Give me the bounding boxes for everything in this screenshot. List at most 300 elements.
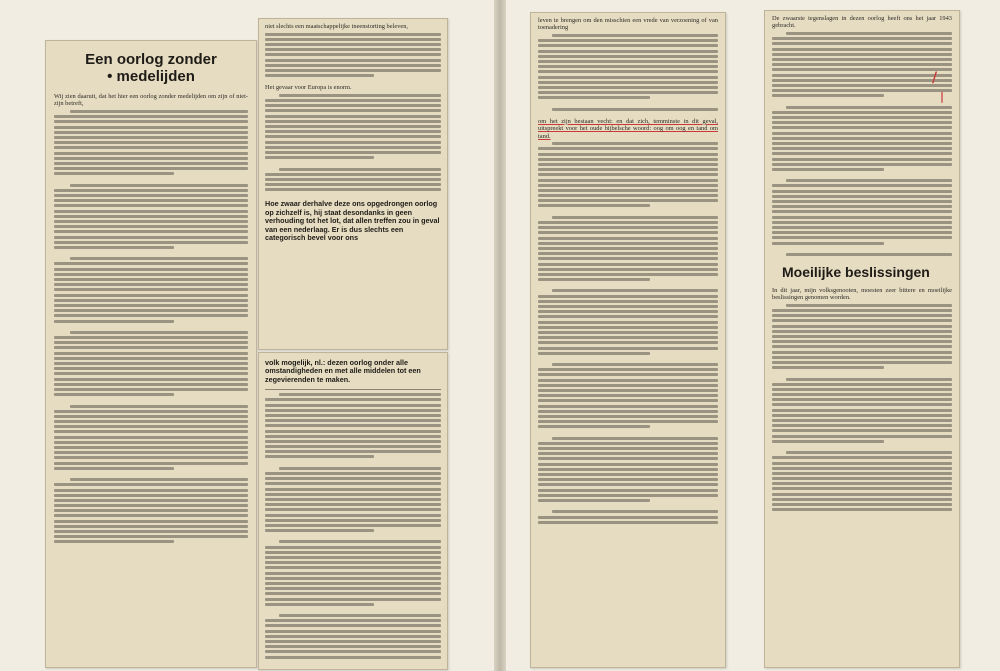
text-line — [538, 305, 718, 308]
text-line — [265, 430, 441, 433]
text-line — [54, 162, 248, 165]
text-line — [265, 424, 441, 427]
text-line — [54, 167, 248, 170]
text-line — [772, 242, 884, 245]
article-body-text — [54, 110, 248, 543]
text-line — [772, 94, 884, 97]
text-line — [772, 111, 952, 114]
text-line — [772, 205, 952, 208]
text-line — [54, 451, 248, 454]
text-line — [265, 38, 441, 41]
text-line — [265, 630, 441, 633]
text-line — [265, 493, 441, 496]
article-heading: Moeilijke beslissingen — [782, 263, 930, 280]
text-line — [54, 367, 248, 370]
text-line — [538, 96, 650, 99]
text-line — [54, 436, 248, 439]
text-line — [54, 341, 248, 344]
text-line — [772, 147, 952, 150]
red-pencil-mark: / — [932, 70, 938, 86]
text-line — [538, 199, 718, 202]
text-line — [265, 455, 374, 458]
text-line — [265, 572, 441, 575]
text-line — [54, 320, 174, 323]
text-line — [772, 462, 952, 465]
text-line — [54, 520, 248, 523]
text-line — [772, 309, 952, 312]
text-line — [265, 529, 374, 532]
text-line — [772, 429, 952, 432]
text-line — [265, 43, 441, 46]
text-line — [265, 173, 441, 176]
text-line — [552, 34, 718, 37]
text-line — [772, 121, 952, 124]
text-line — [538, 457, 718, 460]
text-line — [265, 488, 441, 491]
text-line — [265, 419, 441, 422]
text-line — [54, 509, 248, 512]
text-line — [265, 64, 441, 67]
article-top-text: niet slechts een maatschappelijke ineenstorting beleven, — [265, 23, 409, 30]
text-line — [54, 540, 174, 543]
text-line — [772, 493, 952, 496]
clipping-article-middle-top — [258, 18, 448, 350]
text-line — [54, 346, 248, 349]
article-body-text — [265, 94, 441, 191]
text-line — [54, 378, 248, 381]
text-line — [772, 37, 952, 40]
text-line — [54, 115, 248, 118]
text-line — [279, 540, 441, 543]
text-line — [538, 158, 718, 161]
text-line — [772, 68, 952, 71]
text-line — [54, 352, 248, 355]
text-line — [772, 487, 952, 490]
text-line — [54, 146, 248, 149]
text-line — [265, 188, 441, 191]
text-line — [54, 499, 248, 502]
text-line — [538, 473, 718, 476]
text-line — [538, 295, 718, 298]
text-line — [538, 189, 718, 192]
text-line — [265, 477, 441, 480]
text-line — [538, 442, 718, 445]
text-line — [772, 63, 952, 66]
text-line — [772, 216, 952, 219]
text-line — [538, 483, 718, 486]
text-line — [70, 257, 248, 260]
text-line — [772, 200, 952, 203]
text-line — [54, 388, 248, 391]
text-line — [538, 373, 718, 376]
text-line — [265, 135, 441, 138]
text-line — [54, 126, 248, 129]
text-line — [538, 394, 718, 397]
text-line — [538, 494, 718, 497]
clipping-column — [265, 356, 441, 661]
text-line — [538, 194, 718, 197]
text-line — [538, 331, 718, 334]
text-line — [265, 650, 441, 653]
text-line — [54, 120, 248, 123]
text-line — [54, 314, 248, 317]
text-line — [265, 656, 441, 659]
text-line — [265, 59, 441, 62]
text-line — [54, 299, 248, 302]
text-line — [54, 204, 248, 207]
text-line — [538, 463, 718, 466]
text-line — [538, 50, 718, 53]
text-line — [538, 478, 718, 481]
text-line — [772, 503, 952, 506]
text-line — [265, 156, 374, 159]
text-line — [538, 468, 718, 471]
text-line — [772, 195, 952, 198]
text-line — [538, 300, 718, 303]
text-line — [772, 116, 952, 119]
text-line — [265, 141, 441, 144]
text-line — [265, 398, 441, 401]
text-line — [265, 482, 441, 485]
text-line — [538, 315, 718, 318]
text-line — [54, 467, 174, 470]
text-line — [772, 58, 952, 61]
text-line — [772, 168, 884, 171]
text-line — [538, 237, 718, 240]
text-line — [772, 383, 952, 386]
text-line — [265, 445, 441, 448]
text-line — [265, 183, 441, 186]
text-line — [54, 131, 248, 134]
text-line — [772, 79, 952, 82]
text-line — [265, 624, 441, 627]
text-line — [772, 89, 952, 92]
text-line — [786, 253, 952, 256]
article-body-text — [538, 142, 718, 524]
text-line — [279, 94, 441, 97]
text-line — [265, 556, 441, 559]
article-top-text: leven te brengen om den misschien een vrede van verzoening of van toenadering — [538, 17, 718, 32]
article-body-text — [772, 304, 952, 511]
text-line — [265, 450, 441, 453]
text-line — [538, 352, 650, 355]
text-line — [772, 477, 952, 480]
article-opening: Wij zien daaruit, dat het hier een oorlog zonder medelijden om zijn of niet-zijn betreft, — [54, 93, 248, 108]
text-line — [538, 184, 718, 187]
text-line — [772, 126, 952, 129]
text-line — [538, 499, 650, 502]
text-line — [54, 273, 248, 276]
text-line — [54, 268, 248, 271]
text-line — [772, 393, 952, 396]
text-line — [772, 152, 952, 155]
text-line — [54, 489, 248, 492]
clipping-column — [772, 14, 952, 513]
text-line — [538, 341, 718, 344]
text-line — [54, 309, 248, 312]
text-line — [772, 456, 952, 459]
text-line — [54, 441, 248, 444]
text-line — [54, 199, 248, 202]
text-line — [265, 115, 441, 118]
text-line — [552, 510, 718, 513]
text-line — [265, 592, 441, 595]
text-line — [772, 508, 952, 511]
text-line — [772, 414, 952, 417]
text-line — [772, 163, 952, 166]
text-line — [552, 363, 718, 366]
text-line — [54, 462, 248, 465]
text-line — [265, 414, 441, 417]
text-line — [538, 65, 718, 68]
text-line — [786, 378, 952, 381]
text-line — [265, 508, 441, 511]
text-line — [772, 184, 952, 187]
text-line — [772, 409, 952, 412]
text-line — [538, 399, 718, 402]
text-line — [538, 76, 718, 79]
text-line — [772, 42, 952, 45]
text-line — [538, 405, 718, 408]
text-line — [54, 410, 248, 413]
text-line — [538, 242, 718, 245]
text-line — [538, 226, 718, 229]
text-line — [54, 230, 248, 233]
text-line — [538, 231, 718, 234]
article-paragraph: Het gevaar voor Europa is enorm. — [265, 84, 352, 92]
text-line — [265, 130, 441, 133]
text-line — [538, 420, 718, 423]
text-line — [54, 494, 248, 497]
text-line — [538, 425, 650, 428]
text-line — [265, 561, 441, 564]
text-line — [70, 331, 248, 334]
text-line — [54, 456, 248, 459]
text-line — [538, 257, 718, 260]
clipping-article-right-right — [764, 10, 960, 668]
text-line — [54, 152, 248, 155]
text-line — [538, 310, 718, 313]
text-line — [786, 179, 952, 182]
article-heading: Een oorlog zonder • medelijden — [85, 51, 217, 85]
text-line — [54, 514, 248, 517]
text-line — [54, 430, 248, 433]
book-gutter — [494, 0, 506, 671]
text-line — [265, 53, 441, 56]
text-line — [265, 125, 441, 128]
text-line — [772, 190, 952, 193]
text-line — [538, 447, 718, 450]
text-line — [552, 216, 718, 219]
text-line — [772, 84, 952, 87]
clipping-article-middle-bottom — [258, 352, 448, 670]
text-line — [54, 294, 248, 297]
text-line — [772, 440, 884, 443]
text-line — [54, 530, 248, 533]
text-line — [538, 452, 718, 455]
text-line — [265, 546, 441, 549]
text-line — [54, 535, 248, 538]
text-line — [538, 384, 718, 387]
text-line — [538, 147, 718, 150]
text-line — [772, 221, 952, 224]
text-line — [538, 179, 718, 182]
text-line — [54, 525, 248, 528]
article-underlined-quote: om het zijn bestaan vecht: en dat zich, temminste in dit geval, uitspreekt voor het oude bijbelsche woord: oog om oog en tand om tand. — [538, 117, 718, 140]
text-line — [54, 220, 248, 223]
text-line — [265, 48, 441, 51]
text-line — [538, 263, 718, 266]
text-line — [265, 33, 441, 36]
text-line — [538, 86, 718, 89]
text-line — [772, 137, 952, 140]
text-line — [54, 278, 248, 281]
text-line — [54, 189, 248, 192]
text-line — [265, 577, 441, 580]
text-line — [552, 437, 718, 440]
text-line — [772, 314, 952, 317]
text-line — [772, 210, 952, 213]
red-pencil-mark: | — [940, 90, 945, 103]
text-line — [772, 419, 952, 422]
text-line — [538, 516, 718, 519]
text-line — [538, 91, 718, 94]
text-line — [538, 389, 718, 392]
text-line — [772, 351, 952, 354]
text-line — [538, 326, 718, 329]
text-line — [772, 53, 952, 56]
text-line — [265, 178, 441, 181]
clipping-column — [265, 22, 441, 247]
text-line — [265, 640, 441, 643]
text-line — [772, 48, 952, 51]
text-line — [265, 566, 441, 569]
article-emphasis: volk mogelijk, nl.: dezen oorlog onder alle omstandigheden en met alle middelen tot een zegevierenden te maken. — [265, 358, 421, 384]
text-line — [70, 478, 248, 481]
text-line — [772, 142, 952, 145]
article-body-text — [538, 34, 718, 111]
text-line — [54, 210, 248, 213]
text-line — [538, 415, 718, 418]
article-top-text: De zwaarste tegenslagen in dezen oorlog heeft ons het jaar 1943 gebracht. — [772, 15, 952, 30]
text-line — [538, 81, 718, 84]
text-line — [772, 132, 952, 135]
text-line — [70, 110, 248, 113]
article-body-text — [772, 32, 952, 256]
text-line — [772, 424, 952, 427]
text-line — [54, 225, 248, 228]
text-line — [54, 415, 248, 418]
text-line — [54, 383, 248, 386]
text-line — [786, 304, 952, 307]
text-line — [265, 146, 441, 149]
text-line — [538, 273, 718, 276]
text-line — [772, 226, 952, 229]
text-line — [265, 109, 441, 112]
text-line — [538, 521, 718, 524]
text-line — [265, 69, 441, 72]
text-line — [552, 289, 718, 292]
text-line — [538, 379, 718, 382]
text-line — [772, 482, 952, 485]
text-line — [538, 168, 718, 171]
text-line — [54, 236, 248, 239]
text-line — [538, 268, 718, 271]
text-line — [772, 398, 952, 401]
text-line — [54, 194, 248, 197]
text-line — [265, 519, 441, 522]
text-line — [538, 221, 718, 224]
text-line — [538, 368, 718, 371]
text-line — [786, 451, 952, 454]
text-line — [54, 283, 248, 286]
text-line — [538, 163, 718, 166]
clipping-article-left — [45, 40, 257, 668]
text-line — [552, 142, 718, 145]
text-line — [772, 325, 952, 328]
text-line — [265, 104, 441, 107]
text-line — [279, 467, 441, 470]
text-line — [772, 340, 952, 343]
text-line — [54, 246, 174, 249]
text-line — [265, 120, 441, 123]
text-line — [265, 514, 441, 517]
text-line — [279, 614, 441, 617]
text-line — [265, 409, 441, 412]
text-line — [772, 467, 952, 470]
text-line — [265, 598, 441, 601]
text-line — [538, 278, 650, 281]
text-line — [538, 55, 718, 58]
text-line — [265, 151, 441, 154]
text-line — [54, 446, 248, 449]
text-line — [772, 231, 952, 234]
text-line — [265, 472, 441, 475]
text-line — [54, 304, 248, 307]
text-line — [265, 503, 441, 506]
text-line — [265, 645, 441, 648]
text-line — [265, 603, 374, 606]
text-line — [772, 330, 952, 333]
text-line — [70, 184, 248, 187]
text-line — [772, 158, 952, 161]
clipping-column — [538, 16, 718, 526]
text-line — [265, 524, 441, 527]
text-line — [265, 619, 441, 622]
text-line — [265, 404, 441, 407]
text-line — [265, 587, 441, 590]
text-line — [538, 252, 718, 255]
text-line — [538, 347, 718, 350]
text-line — [772, 356, 952, 359]
text-line — [54, 336, 248, 339]
text-line — [538, 321, 718, 324]
text-line — [772, 472, 952, 475]
article-opening: In dit jaar, mijn volksgenooten, moesten zeer bittere en moeilijke beslissingen genomen worden. — [772, 286, 952, 302]
text-line — [54, 483, 248, 486]
text-line — [786, 32, 952, 35]
text-line — [54, 288, 248, 291]
article-body-text — [265, 33, 441, 78]
text-line — [772, 403, 952, 406]
text-line — [54, 141, 248, 144]
text-line — [538, 173, 718, 176]
text-line — [54, 241, 248, 244]
text-line — [538, 336, 718, 339]
text-line — [54, 372, 248, 375]
text-line — [54, 157, 248, 160]
text-line — [54, 172, 174, 175]
